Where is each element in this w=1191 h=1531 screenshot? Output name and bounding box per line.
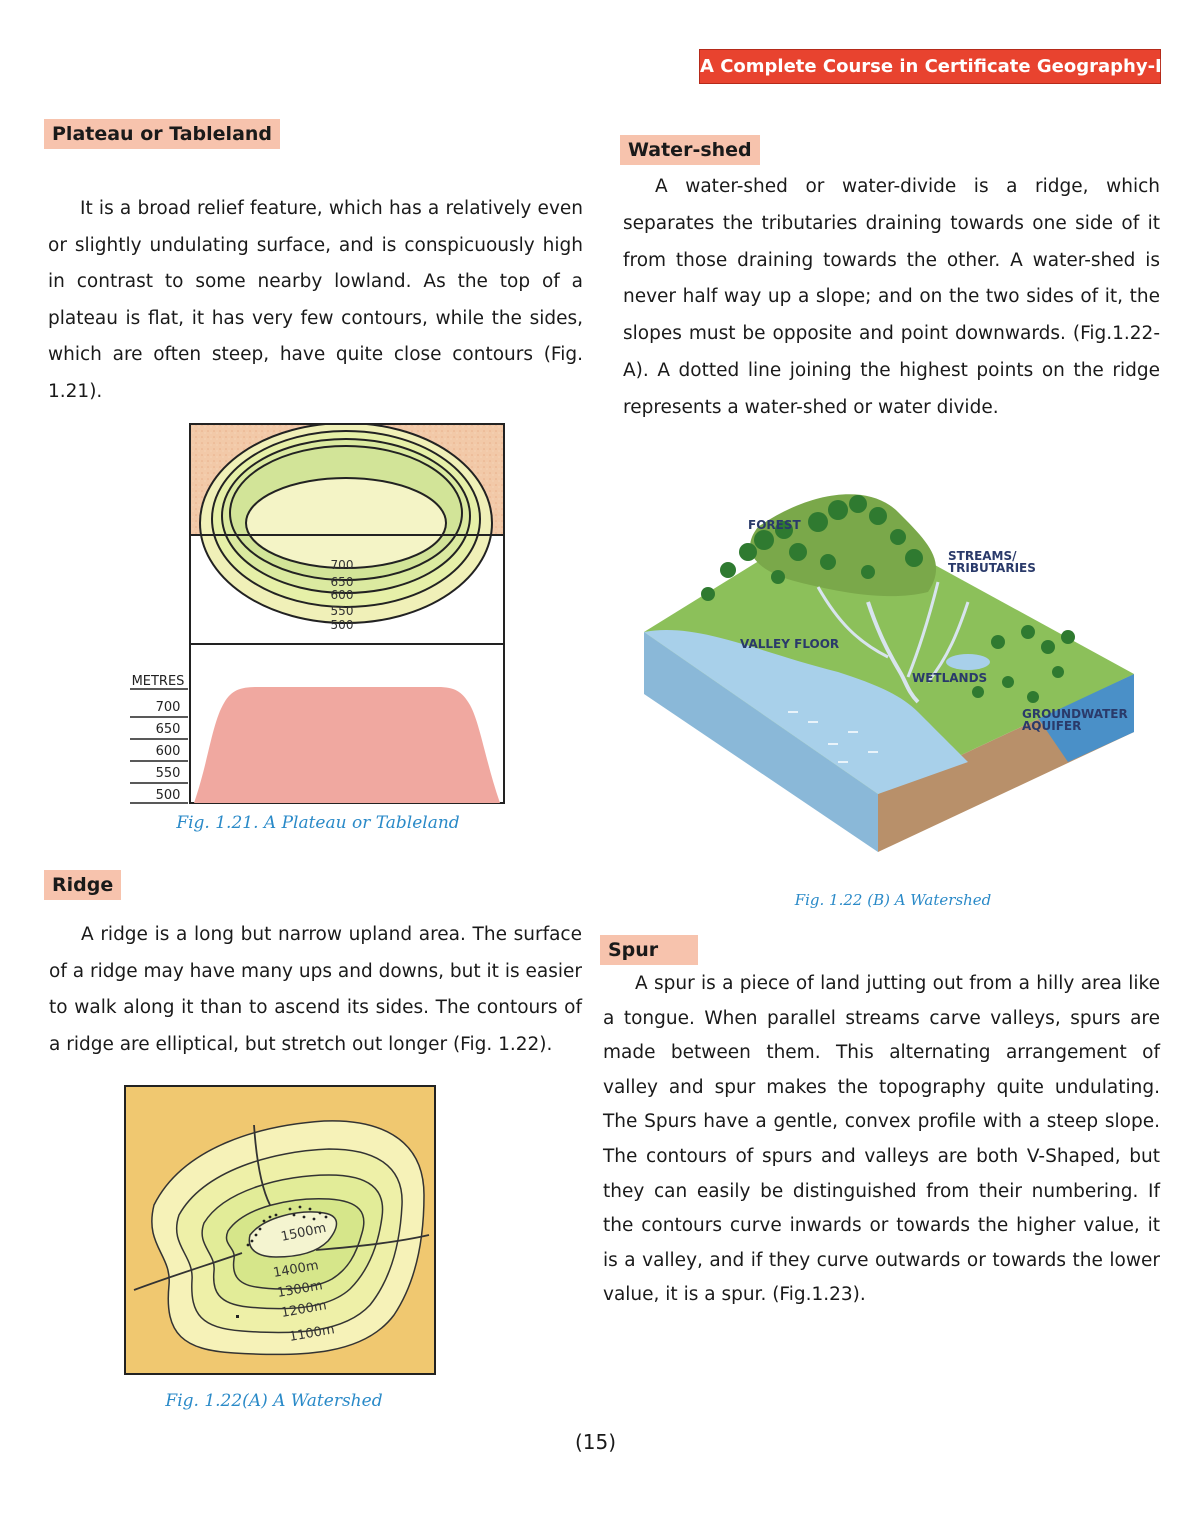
scale-value: 550 — [155, 766, 181, 781]
scale-value: 650 — [155, 722, 181, 737]
plateau-heading: Plateau or Tableland — [44, 119, 280, 149]
plateau-contour-label: 550 — [330, 604, 354, 618]
scale-value: 700 — [155, 700, 181, 715]
wetlands-label: WETLANDS — [912, 671, 988, 685]
page-number: (15) — [574, 1430, 617, 1454]
forest-label: FOREST — [748, 518, 801, 532]
scale-value: 500 — [155, 788, 181, 803]
ridge-figure — [124, 1085, 436, 1375]
plateau-profile-shape — [194, 687, 500, 803]
ridge-caption: Fig. 1.22(A) A Watershed — [165, 1391, 383, 1411]
contour-700 — [246, 478, 446, 568]
valley-floor-label: VALLEY FLOOR — [740, 637, 840, 651]
ridge-contour-label: 1200m — [280, 1298, 328, 1321]
groundwater-label: GROUNDWATER — [1022, 707, 1128, 721]
plateau-contour-label: 650 — [330, 575, 354, 589]
ridge-contour-label: 1400m — [272, 1258, 320, 1281]
ridge-paragraph: A ridge is a long but narrow upland area. The surface of a ridge may have many ups and downs, but it is easier to walk along it than to ascend its sides. The contours of a ridge are elliptical, but stretch out longer (Fig. 1.22). — [49, 924, 582, 1055]
spur-heading: Spur — [600, 935, 698, 965]
watershed-paragraph: A water-shed or water-divide is a ridge, which separates the tributaries draining towards one side of it from those draining towards the other. A water-shed is never half way up a slope; and on the two sides of it, the slopes must be opposite and point downwards. (Fig.1.22-A). A dotted line joining the highest points on the ridge represents a water-shed or water divide. — [623, 176, 1160, 418]
plateau-contour-label: 600 — [330, 588, 354, 602]
scale-value: 600 — [155, 744, 181, 759]
header-title: A Complete Course in Certificate Geography-II — [699, 49, 1161, 84]
metres-label: METRES — [131, 674, 185, 689]
ridge-contour-label: 1100m — [288, 1322, 336, 1345]
plateau-contour-label: 700 — [330, 558, 354, 572]
watershed-heading: Water-shed — [620, 135, 760, 165]
watershed-caption: Fig. 1.22 (B) A Watershed — [794, 891, 992, 909]
ridge-contour-label: 1300m — [276, 1278, 324, 1301]
aquifer-label: AQUIFER — [1022, 719, 1082, 733]
plateau-caption: Fig. 1.21. A Plateau or Tableland — [176, 813, 460, 833]
spur-paragraph: A spur is a piece of land jutting out from a hilly area like a tongue. When parallel streams carve valleys, spurs are made between them. This alternating arrangement of valley and spur makes the topography quite undulating. The Spurs have a gentle, convex profile with a steep slope. The contours of spurs and valleys are both V-Shaped, but they can easily be distinguished from their numbering. If the contours curve inwards or towards the higher value, it is a valley, and if they curve outwards or towards the lower value, it is a spur. (Fig.1.23). — [603, 973, 1160, 1306]
ridge-contour-label: 1500m — [279, 1220, 328, 1245]
tributaries-label: TRIBUTARIES — [948, 561, 1036, 575]
plateau-figure — [128, 423, 508, 807]
streams-label: STREAMS/ — [948, 549, 1017, 563]
ridge-heading: Ridge — [44, 870, 121, 900]
watershed-block-figure — [638, 482, 1138, 860]
plateau-paragraph: It is a broad relief feature, which has a relatively even or slightly undulating surface, and is conspicuously high in contrast to some nearby lowland. As the top of a plateau is flat, it has very few contours, while the sides, which are often steep, have quite close contours (Fig. 1.21). — [48, 198, 583, 402]
plateau-contour-label: 500 — [330, 618, 354, 632]
